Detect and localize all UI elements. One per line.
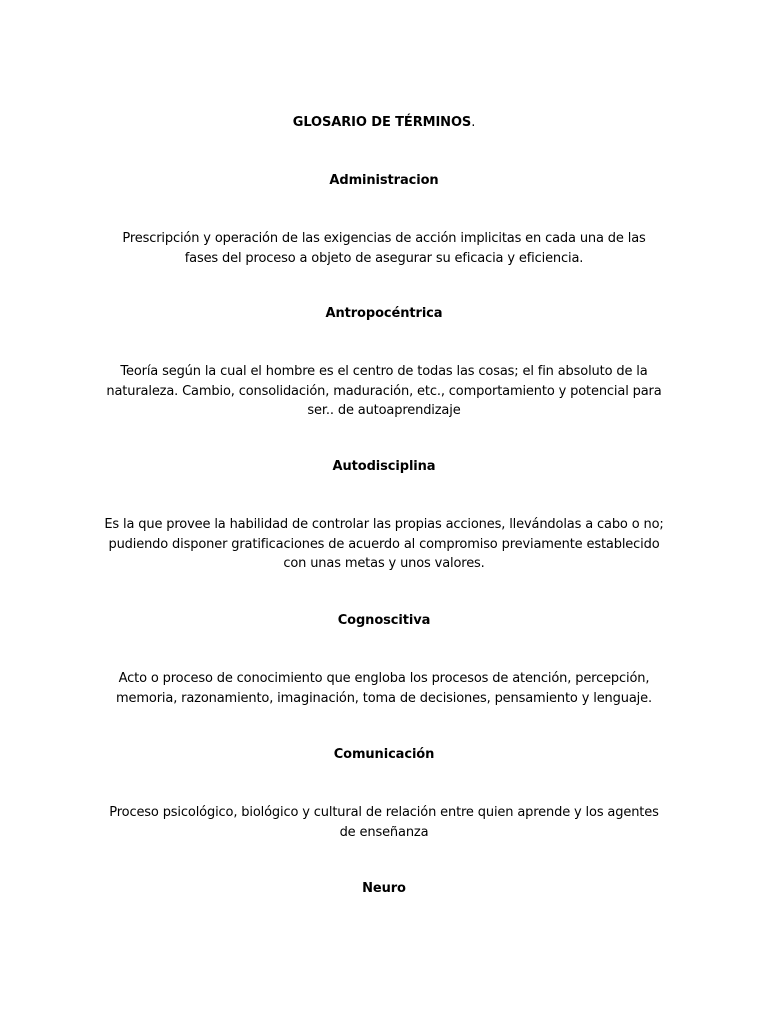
term-cognoscitiva: Cognoscitiva	[337, 613, 431, 628]
term-administracion: Administracion	[329, 173, 439, 188]
document-title-suffix: .	[471, 115, 476, 130]
definition-autodisciplina: Es la que provee la habilidad de controlar las propias acciones, llevándolas a cabo o no; pudiendo disponer gratificaciones de acuerdo al compromiso previamente establecido con unas metas y unos valores.	[104, 517, 664, 571]
definition-comunicacion: Proceso psicológico, biológico y cultural de relación entre quien aprende y los agentes de enseñanza	[109, 805, 659, 840]
document-title	[0, 114, 768, 132]
term-antropocentrica: Antropocéntrica	[325, 306, 443, 321]
term-autodisciplina: Autodisciplina	[332, 459, 436, 474]
definition-cognoscitiva: Acto o proceso de conocimiento que engloba los procesos de atención, percepción, memoria, razonamiento, imaginación, toma de decisiones, pensamiento y lenguaje.	[116, 671, 652, 706]
definition-administracion: Prescripción y operación de las exigencias de acción implicitas en cada una de las fases del proceso a objeto de asegurar su eficacia y eficiencia.	[122, 231, 646, 266]
definition-antropocentrica: Teoría según la cual el hombre es el centro de todas las cosas; el fin absoluto de la naturaleza. Cambio, consolidación, maduración, etc., comportamiento y potencial para ser.. de autoaprendizaje	[106, 364, 662, 418]
document-title-text: GLOSARIO DE TÉRMINOS	[292, 115, 472, 130]
term-comunicacion: Comunicación	[333, 747, 435, 762]
term-neuro: Neuro	[362, 881, 406, 896]
